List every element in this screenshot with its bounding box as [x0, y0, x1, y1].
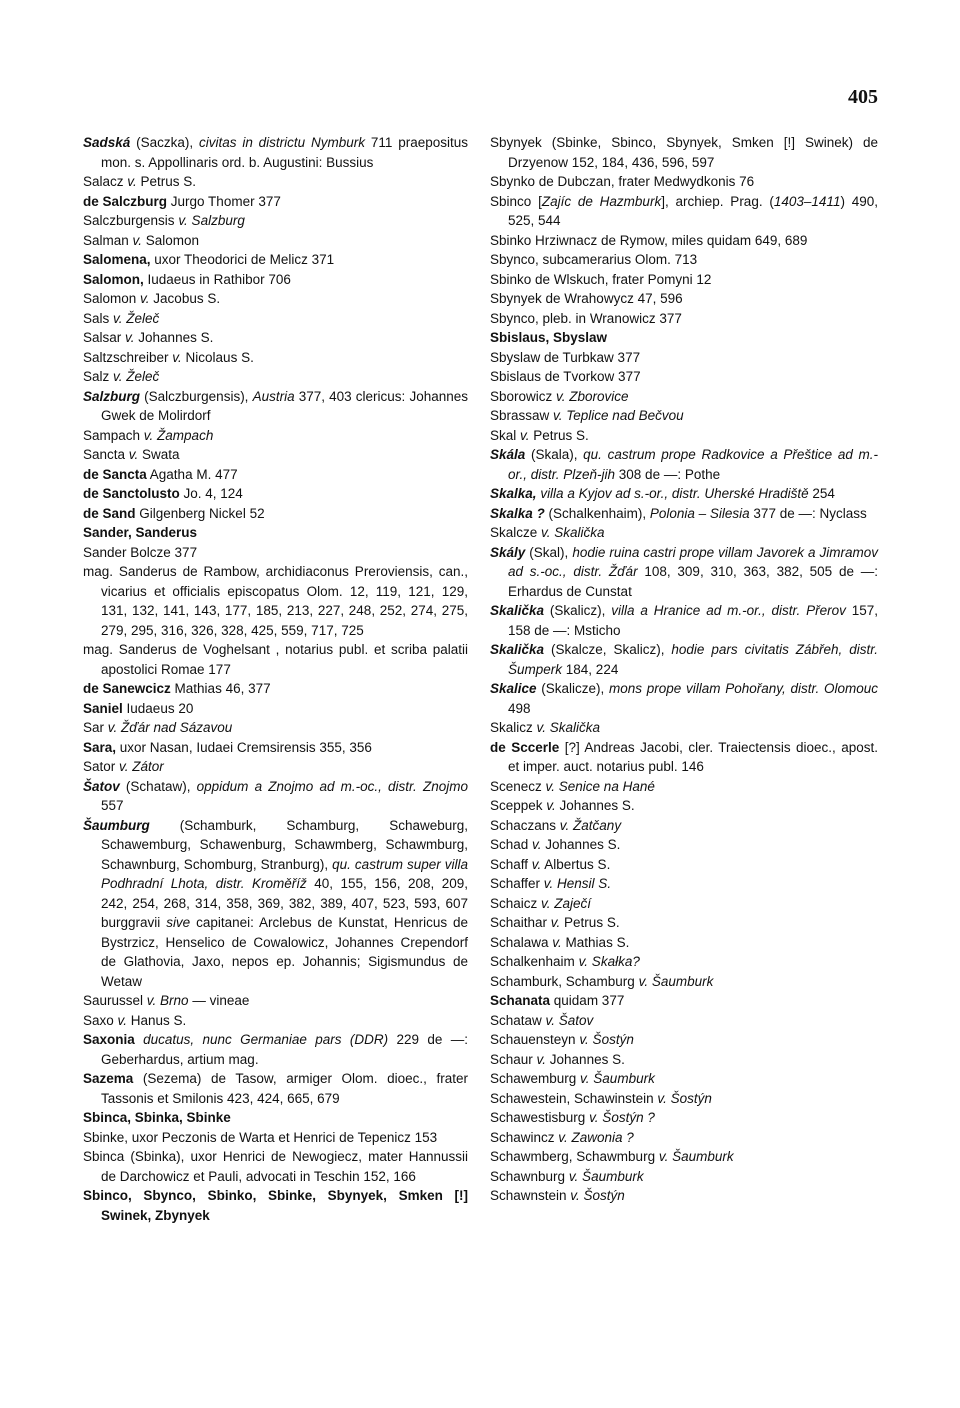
- entry-text: Scenecz: [490, 778, 546, 794]
- index-entry: [490, 894, 878, 914]
- entry-text: Sbynco, subcamerarius Olom. 713: [490, 252, 698, 267]
- index-entry: [83, 699, 468, 719]
- index-entry: [490, 1147, 878, 1167]
- entry-text: Agatha M. 477: [146, 466, 238, 482]
- entry-text: Schawestein, Schawinstein: [490, 1090, 658, 1106]
- entry-text: Sator: [83, 759, 120, 774]
- entry-text: v. Zaječí: [541, 895, 592, 911]
- entry-text: Šatov: [83, 778, 120, 794]
- entry-text: v. Skalička: [541, 525, 605, 540]
- entry-text: Sbislaus, Sbyslaw: [490, 330, 608, 345]
- entry-text: Schauensteyn: [490, 1032, 580, 1047]
- entry-text: v.: [520, 427, 530, 443]
- index-entry: [490, 504, 878, 524]
- entry-text: Schaffer: [490, 876, 544, 891]
- entry-text: Albertus S.: [541, 856, 611, 872]
- entry-text: Sbynco, pleb. in Wranowicz 377: [490, 310, 682, 326]
- index-column-right: [490, 133, 878, 1206]
- entry-text: Johannes S.: [134, 330, 214, 345]
- entry-text: Sampach: [83, 427, 144, 443]
- index-entry: [490, 991, 878, 1011]
- entry-text: Schawemburg: [490, 1071, 581, 1086]
- index-entry: [83, 1030, 468, 1069]
- entry-text: qu. castrum prope Radkovice a Přeštice ad m.-or., distr. Plzeň-jih: [508, 447, 879, 482]
- index-entry: [490, 1108, 878, 1128]
- entry-text: Sara,: [83, 739, 117, 755]
- entry-text: Sander Bolcze 377: [83, 544, 198, 560]
- entry-text: v.: [531, 856, 542, 872]
- entry-text: civitas in districtu Nymburk: [198, 135, 366, 150]
- entry-text: 308 de —: Pothe: [615, 466, 721, 482]
- index-entry: [83, 679, 468, 699]
- entry-text: v. Žďár nad Sázavou: [107, 720, 233, 735]
- entry-text: (Skalicze),: [536, 681, 610, 696]
- index-entry: [490, 952, 878, 972]
- entry-text: v. Želeč: [113, 369, 160, 384]
- entry-text: v.: [172, 349, 182, 365]
- entry-text: 711 praepositus mon. s. Appollinaris ord. b. Augustini: Bussius: [101, 135, 468, 170]
- entry-text: v. Želeč: [113, 310, 160, 326]
- index-entry: [490, 816, 878, 836]
- entry-text: Sbinke, uxor Peczonis de Warta et Henrici de Tepenicz 153: [83, 1129, 438, 1145]
- index-entry: [490, 172, 878, 192]
- index-entry: [490, 309, 878, 329]
- index-entry: [83, 757, 468, 777]
- entry-text: Schanata: [490, 993, 551, 1008]
- entry-text: Skalcze: [490, 525, 542, 540]
- entry-text: ], archiep. Prag. (: [661, 193, 774, 209]
- entry-text: Schaur: [490, 1051, 537, 1067]
- entry-text: v.: [552, 934, 562, 950]
- index-entry: [490, 523, 878, 543]
- entry-text: Petrus S.: [136, 174, 197, 189]
- entry-text: Schalawa: [490, 934, 553, 950]
- entry-text: v.: [140, 291, 150, 306]
- entry-text: Schataw: [490, 1012, 546, 1028]
- entry-text: 254: [808, 486, 835, 501]
- index-entry: [83, 504, 468, 524]
- entry-text: (Sezema) de Tasow, armiger Olom. dioec., frater Tassonis et Smilonis 423, 424, 665, 679: [101, 1071, 468, 1106]
- entry-text: Schalkenhaim: [490, 954, 579, 969]
- entry-text: Saxonia: [83, 1032, 135, 1047]
- index-entry: [83, 738, 468, 758]
- entry-text: Schaithar: [490, 915, 551, 930]
- entry-text: Sbynyek de Wrahowycz 47, 596: [490, 291, 683, 306]
- index-entry: [490, 543, 878, 602]
- entry-text: Skalice: [490, 681, 537, 696]
- entry-text: de Sanewcicz: [83, 681, 171, 696]
- entry-text: Hanus S.: [127, 1012, 187, 1028]
- entry-text: v. Teplice nad Bečvou: [553, 408, 684, 423]
- index-entry: [490, 972, 878, 992]
- index-entry: [83, 777, 468, 816]
- entry-text: Sborowicz: [490, 388, 557, 404]
- entry-text: villa a Kyjov ad s.-or., distr. Uherské Hradiště: [540, 486, 809, 501]
- entry-text: Jurgo Thomer 377: [167, 193, 281, 209]
- entry-text: Mathias 46, 377: [170, 681, 271, 696]
- entry-text: Sbinca (Sbinka), uxor Henrici de Newogiecz, mater Hannussii de Darchowicz et Pauli, advocati in Teschin 152, 166: [83, 1149, 468, 1184]
- entry-text: v. Senice na Hané: [545, 778, 655, 794]
- entry-text: Skal: [490, 427, 521, 443]
- index-entry: [83, 991, 468, 1011]
- entry-text: (Saczka),: [130, 135, 199, 150]
- entry-text: Salsar: [83, 330, 126, 345]
- entry-text: v.: [128, 447, 139, 462]
- entry-text: v.: [536, 1051, 547, 1067]
- entry-text: v. Šostýn: [579, 1032, 634, 1047]
- index-entry: [490, 1167, 878, 1187]
- index-entry: [490, 874, 878, 894]
- entry-text: uxor Nasan, Iudaei Cremsirensis 355, 356: [116, 739, 372, 755]
- index-entry: [83, 133, 468, 172]
- entry-text: [?] Andreas Jacobi, cler. Traiectensis dioec., apost. et imper. auct. notarius publ. 146: [508, 739, 879, 774]
- entry-text: (Salczburgensis),: [140, 388, 253, 404]
- entry-text: v. Brno: [146, 993, 189, 1008]
- entry-text: Sar: [83, 720, 108, 735]
- index-entry: [83, 465, 468, 485]
- index-entry: [490, 387, 878, 407]
- entry-text: Petrus S.: [529, 427, 589, 443]
- entry-text: 229 de —: Geberhardus, artium mag.: [101, 1032, 468, 1067]
- entry-text: Iudaeus 20: [122, 700, 194, 716]
- entry-text: (Schalkenhaim),: [544, 505, 650, 521]
- entry-text: Sadská: [83, 135, 131, 150]
- entry-text: Schaicz: [490, 895, 542, 911]
- entry-text: 184, 224: [562, 661, 619, 677]
- index-entry: [83, 348, 468, 368]
- entry-text: Sbinca, Sbinka, Sbinke: [83, 1110, 231, 1125]
- index-entry: [490, 270, 878, 290]
- entry-text: Mathias S.: [561, 934, 630, 950]
- entry-text: v.: [127, 174, 137, 189]
- index-entry: [490, 601, 878, 640]
- entry-text: Sander, Sanderus: [83, 525, 198, 540]
- entry-text: Salomon,: [83, 271, 144, 287]
- index-entry: [83, 523, 468, 543]
- entry-text: Saltzschreiber: [83, 349, 173, 365]
- entry-text: 557: [101, 798, 124, 813]
- entry-text: mag. Sanderus de Rambow, archidiaconus Preroviensis, can., vicarius et officialis episcopatus Olom. 12, 119, 121, 129, 131, 132, 141, 143, 177, 185, 213, 227, 248, 252, 274, 275, 279, 295, 316, 326, 328, 425, 559, 717, 725: [83, 564, 468, 638]
- entry-text: v. Šaumburk: [638, 973, 714, 989]
- entry-text: v. Zátor: [119, 759, 164, 774]
- index-entry: [83, 289, 468, 309]
- entry-text: Sbrassaw: [490, 408, 554, 423]
- index-entry: [490, 289, 878, 309]
- index-entry: [83, 250, 468, 270]
- entry-text: (Schamburk, Schamburg, Schaweburg, Schawemburg, Schawenburg, Schawmberg, Schawmburg, Schawnburg, Schomburg, Stranburg),: [101, 817, 468, 872]
- index-entry: [83, 309, 468, 329]
- entry-text: Johannes S.: [555, 798, 635, 813]
- entry-text: de Sand: [83, 505, 136, 521]
- entry-text: v. Šaumburk: [658, 1149, 734, 1164]
- entry-text: v. Šostýn ?: [589, 1110, 655, 1125]
- entry-text: Schawincz: [490, 1129, 559, 1145]
- index-entry: [83, 1186, 468, 1225]
- entry-text: Schaczans: [490, 817, 560, 833]
- index-entry: [83, 1147, 468, 1186]
- entry-text: v.: [532, 837, 542, 852]
- entry-text: v. Žampach: [143, 427, 214, 443]
- entry-text: [135, 1032, 143, 1047]
- index-entry: [490, 738, 878, 777]
- index-entry: [83, 543, 468, 563]
- entry-text: 40, 155, 156, 208, 209, 242, 254, 268, 314, 358, 369, 382, 389, 407, 523, 593, 607 burggravii: [101, 876, 468, 930]
- entry-text: 498: [508, 700, 531, 716]
- entry-text: Schaff: [490, 856, 532, 872]
- entry-text: 377 de —: Nyclass: [749, 505, 867, 521]
- entry-text: Salman: [83, 232, 133, 248]
- entry-text: Skalka,: [490, 486, 537, 501]
- entry-text: Sbinko de Wlskuch, frater Pomyni 12: [490, 271, 712, 287]
- entry-text: ducatus, nunc Germaniae pars (DDR): [143, 1032, 389, 1047]
- entry-text: v. Šaumburk: [580, 1071, 655, 1086]
- entry-text: Sbinco, Sbynco, Sbinko, Sbinke, Sbynyek, Smken [!] Swinek, Zbynyek: [83, 1188, 468, 1223]
- index-entry: [83, 1011, 468, 1031]
- entry-text: Skála: [490, 447, 526, 462]
- entry-text: Saurussel: [83, 993, 147, 1008]
- index-entry: [490, 1030, 878, 1050]
- index-entry: [490, 796, 878, 816]
- entry-text: v. Šatov: [545, 1012, 594, 1028]
- index-entry: [490, 406, 878, 426]
- entry-text: Johannes S.: [546, 1051, 625, 1067]
- entry-text: Nicolaus S.: [181, 349, 254, 365]
- index-entry: [490, 231, 878, 251]
- entry-text: v. Skałka?: [578, 954, 640, 969]
- index-entry: [490, 192, 878, 231]
- index-entry: [83, 640, 468, 679]
- index-entry: [83, 270, 468, 290]
- entry-text: de Salczburg: [83, 193, 168, 209]
- index-entry: [490, 348, 878, 368]
- entry-text: villa a Hranice ad m.-or., distr. Přerov: [611, 603, 846, 618]
- index-entry: [83, 328, 468, 348]
- entry-text: Zajíc de Hazmburk: [541, 193, 662, 209]
- index-entry: [490, 913, 878, 933]
- index-entry: [83, 445, 468, 465]
- entry-text: Saniel: [83, 700, 123, 716]
- entry-text: (Schataw),: [119, 778, 197, 794]
- index-entry: [83, 367, 468, 387]
- entry-text: de Sancta: [83, 466, 147, 482]
- entry-text: Jacobus S.: [149, 291, 221, 306]
- entry-text: Schawnstein: [490, 1188, 571, 1203]
- index-entry: [83, 1069, 468, 1108]
- entry-text: capitanei: Arclebus de Kunstat, Henricus de Bystrzicz, Henselico de Cowalowicz, Johannes Crependorf de Glathovia, Jaxo, nepos ep. Johannis; Sigismundus de Wetaw: [101, 915, 469, 989]
- entry-text: Sals: [83, 310, 114, 326]
- entry-text: v. Hensil S.: [543, 876, 612, 891]
- index-entry: [490, 718, 878, 738]
- entry-text: Skály: [490, 544, 526, 560]
- entry-text: Sazema: [83, 1071, 134, 1086]
- index-entry: [490, 445, 878, 484]
- entry-text: v. Salzburg: [178, 213, 245, 228]
- entry-text: de Sccerle: [490, 739, 560, 755]
- index-entry: [83, 192, 468, 212]
- entry-text: Salomon: [83, 291, 141, 306]
- entry-text: Schawestisburg: [490, 1110, 590, 1125]
- entry-text: Schawnburg: [490, 1168, 569, 1184]
- entry-text: (Skala),: [525, 447, 584, 462]
- entry-text: Salzburg: [83, 388, 141, 404]
- entry-text: Sbislaus de Tvorkow 377: [490, 369, 641, 384]
- entry-text: v.: [132, 232, 143, 248]
- entry-text: 377, 403 clericus: Johannes Gwek de Molirdorf: [101, 388, 468, 423]
- entry-text: v. Skalička: [536, 720, 601, 735]
- index-entry: [490, 640, 878, 679]
- index-column-left: [83, 133, 468, 1225]
- entry-text: Salomon: [142, 232, 200, 248]
- index-entry: [83, 1108, 468, 1128]
- entry-text: (Skal),: [525, 544, 573, 560]
- entry-text: hodie pars civitatis Zábřeh, distr. Šumperk: [508, 642, 878, 677]
- entry-text: Schamburk, Schamburg: [490, 973, 639, 989]
- index-entry: [490, 328, 878, 348]
- entry-text: Polonia – Silesia: [649, 505, 750, 521]
- index-entry: [83, 426, 468, 446]
- entry-text: v. Šostýn: [570, 1188, 625, 1203]
- entry-text: Sancta: [83, 447, 129, 462]
- entry-text: Sbynyek (Sbinke, Sbinco, Sbynyek, Smken [!] Swinek) de Drzyenow 152, 184, 436, 596, 597: [490, 135, 878, 170]
- entry-text: Swata: [138, 447, 180, 462]
- entry-text: Gilgenberg Nickel 52: [135, 505, 265, 521]
- index-entry: [490, 1128, 878, 1148]
- index-entry: [490, 250, 878, 270]
- entry-text: Saxo: [83, 1012, 118, 1028]
- index-entry: [83, 562, 468, 640]
- entry-text: 157, 158 de —: Msticho: [508, 603, 878, 638]
- entry-text: v. Šostýn: [657, 1090, 712, 1106]
- index-entry: [83, 387, 468, 426]
- entry-text: Schad: [490, 837, 533, 852]
- index-entry: [83, 1128, 468, 1148]
- entry-text: Sbynko de Dubczan, frater Medwydkonis 76: [490, 174, 755, 189]
- index-entry: [490, 933, 878, 953]
- page-number: 405: [848, 86, 878, 108]
- entry-text: Jo. 4, 124: [179, 486, 243, 501]
- entry-text: qu. castrum super villa Podhradní Lhota, distr. Kroměříž: [101, 856, 468, 891]
- entry-text: Skalka ?: [490, 505, 545, 521]
- entry-text: Skalicz: [490, 720, 537, 735]
- entry-text: (Skalicz),: [544, 603, 612, 618]
- entry-text: Skalička: [490, 642, 545, 657]
- entry-text: ) 490, 525, 544: [508, 193, 879, 228]
- entry-text: sive: [166, 915, 191, 930]
- entry-text: v. Žatčany: [559, 817, 622, 833]
- entry-text: v. Zawonia ?: [558, 1129, 634, 1145]
- entry-text: Skalička: [490, 603, 545, 618]
- entry-text: Salczburgensis: [83, 213, 179, 228]
- index-entry: [490, 1069, 878, 1089]
- entry-text: Austria: [252, 388, 295, 404]
- entry-text: 108, 309, 310, 363, 382, 505 de —: Erhardus de Cunstat: [508, 564, 879, 599]
- index-entry: [490, 855, 878, 875]
- index-entry: [83, 172, 468, 192]
- entry-text: mons prope villam Pohořany, distr. Olomouc: [609, 681, 878, 696]
- entry-text: v. Šaumburk: [568, 1168, 644, 1184]
- entry-text: v.: [125, 330, 135, 345]
- entry-text: Schawmberg, Schawmburg: [490, 1149, 659, 1164]
- index-entry: [83, 231, 468, 251]
- entry-text: Petrus S.: [560, 915, 620, 930]
- index-entry: [490, 1186, 878, 1206]
- index-entry: [490, 484, 878, 504]
- entry-text: v.: [546, 798, 556, 813]
- entry-text: Johannes S.: [541, 837, 621, 852]
- entry-text: Iudaeus in Rathibor 706: [143, 271, 291, 287]
- entry-text: quidam 377: [550, 993, 625, 1008]
- entry-text: — vineae: [188, 993, 250, 1008]
- index-entry: [490, 1011, 878, 1031]
- index-entry: [490, 1089, 878, 1109]
- entry-text: v.: [117, 1012, 128, 1028]
- entry-text: (Skalcze, Skalicz),: [544, 642, 672, 657]
- index-entry: [490, 133, 878, 172]
- entry-text: Sbinco [: [490, 193, 542, 209]
- index-entry: [490, 426, 878, 446]
- index-entry: [83, 816, 468, 992]
- entry-text: Šaumburg: [83, 817, 150, 833]
- index-entry: [490, 1050, 878, 1070]
- entry-text: v. Zborovice: [556, 388, 629, 404]
- entry-text: v.: [550, 915, 561, 930]
- index-entry: [490, 367, 878, 387]
- entry-text: Salz: [83, 369, 114, 384]
- entry-text: Salomena,: [83, 252, 151, 267]
- entry-text: Sceppek: [490, 798, 547, 813]
- entry-text: oppidum a Znojmo ad m.-oc., distr. Znojmo: [196, 778, 468, 794]
- entry-text: de Sanctolusto: [83, 486, 180, 501]
- index-entry: [490, 835, 878, 855]
- entry-text: mag. Sanderus de Voghelsant , notarius publ. et scriba palatii apostolici Romae 177: [83, 642, 468, 677]
- entry-text: Salacz: [83, 174, 128, 189]
- entry-text: uxor Theodorici de Melicz 371: [150, 252, 335, 267]
- index-entry: [83, 718, 468, 738]
- index-entry: [83, 211, 468, 231]
- entry-text: 1403–1411: [773, 193, 841, 209]
- index-entry: [490, 679, 878, 718]
- entry-text: Sbinko Hrziwnacz de Rymow, miles quidam 649, 689: [490, 232, 808, 248]
- index-entry: [83, 484, 468, 504]
- index-entry: [490, 777, 878, 797]
- entry-text: hodie ruina castri prope villam Javorek a Jimramov ad s.-oc., distr. Žďár: [508, 544, 878, 579]
- entry-text: Sbyslaw de Turbkaw 377: [490, 349, 641, 365]
